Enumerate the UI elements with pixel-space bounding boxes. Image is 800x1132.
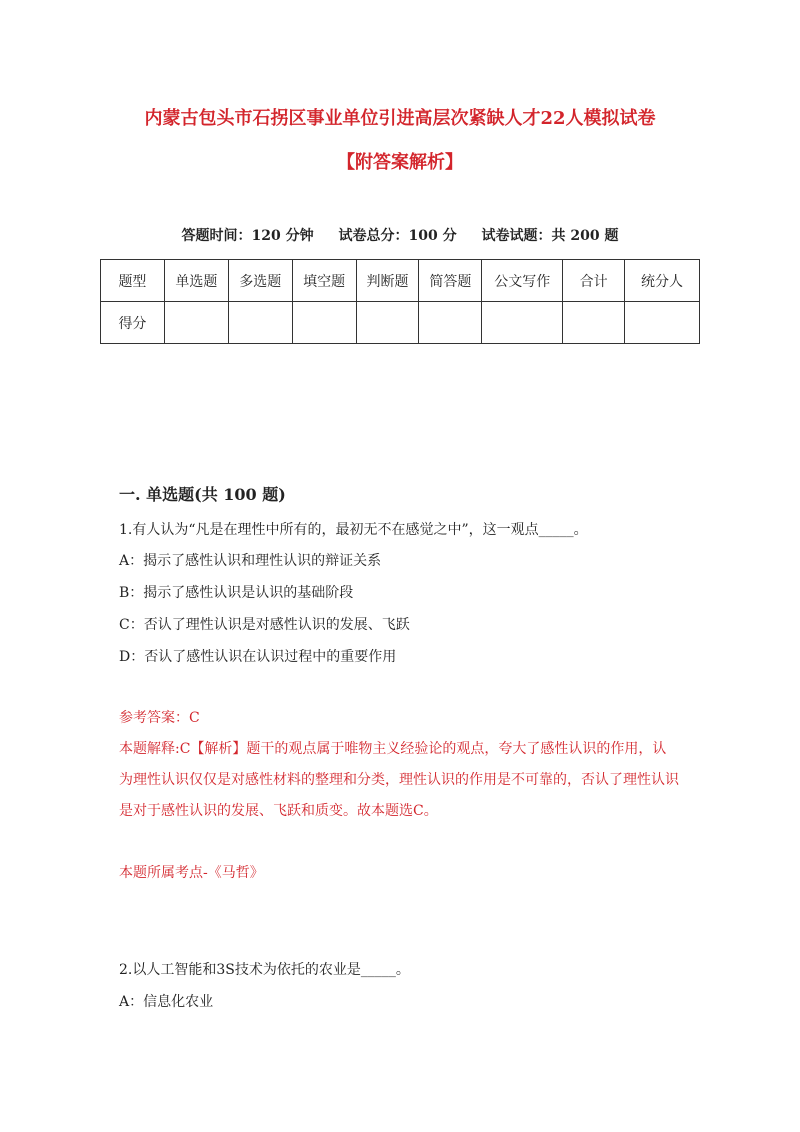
score-cell <box>563 302 625 344</box>
score-table-score-row <box>101 302 700 344</box>
question-2-option-a: A：信息化农业 <box>119 994 214 1010</box>
score-cell <box>356 302 419 344</box>
score-cell <box>419 302 482 344</box>
question-1-explanation: 本题解释:C【解析】题干的观点属于唯物主义经验论的观点，夸大了感性认识的作用，认为理性认识仅仅是对感性材料的整理和分类，理性认识的作用是不可靠的，否认了理性认识是对于感性认识的发展、飞跃和质变。故本题选C。 <box>119 741 679 819</box>
score-cell <box>164 302 228 344</box>
score-cell <box>625 302 700 344</box>
question-1-option-d: D：否认了感性认识在认识过程中的重要作用 <box>119 649 397 665</box>
exam-time: 答题时间：120 分钟 <box>181 228 314 244</box>
score-row-label: 得分 <box>101 302 165 344</box>
score-table-header: 多选题 <box>228 260 292 302</box>
document-title-line1: 内蒙古包头市石拐区事业单位引进高层次紧缺人才22人模拟试卷 <box>144 108 656 129</box>
score-table-header: 简答题 <box>419 260 482 302</box>
score-table <box>100 259 700 344</box>
question-1-stem: 1.有人认为“凡是在理性中所有的，最初无不在感觉之中”，这一观点_____。 <box>119 522 588 538</box>
score-cell <box>482 302 563 344</box>
question-1-answer: 参考答案：C <box>119 710 200 726</box>
question-1-option-b: B：揭示了感性认识是认识的基础阶段 <box>119 585 354 601</box>
score-table-header: 统分人 <box>625 260 700 302</box>
score-table-header: 单选题 <box>164 260 228 302</box>
score-table-header: 填空题 <box>292 260 356 302</box>
exam-meta <box>0 225 800 245</box>
score-table-header: 合计 <box>563 260 625 302</box>
score-table-header-row <box>101 260 700 302</box>
exam-question-count: 试卷试题：共 200 题 <box>481 228 619 244</box>
score-table-header: 公文写作 <box>482 260 563 302</box>
score-cell <box>228 302 292 344</box>
question-1-option-a: A：揭示了感性认识和理性认识的辩证关系 <box>119 553 382 569</box>
score-table-header: 判断题 <box>356 260 419 302</box>
section-title: 一. 单选题(共 100 题) <box>119 485 286 504</box>
score-cell <box>292 302 356 344</box>
document-title-line2: 【附答案解析】 <box>337 152 463 173</box>
question-2-stem: 2.以人工智能和3S技术为依托的农业是_____。 <box>119 962 410 978</box>
question-1-option-c: C：否认了理性认识是对感性认识的发展、飞跃 <box>119 617 410 633</box>
score-table-header: 题型 <box>101 260 165 302</box>
question-1-topic: 本题所属考点-《马哲》 <box>119 865 264 881</box>
exam-total-score: 试卷总分：100 分 <box>338 228 457 244</box>
